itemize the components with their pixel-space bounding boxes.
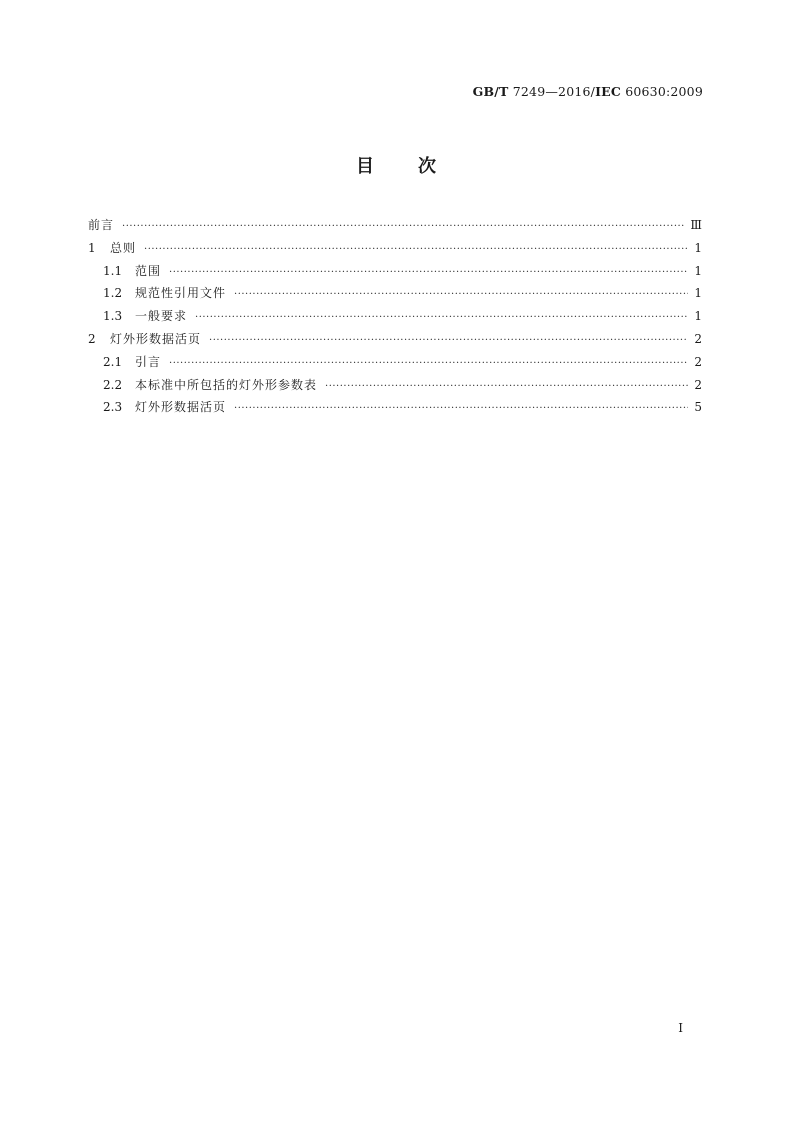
toc-entry-label: 前言 — [88, 218, 115, 232]
toc-entry-label: 一般要求 — [135, 309, 188, 324]
toc-entry-label: 总则 — [110, 240, 137, 255]
toc-entry-page: 1 — [694, 286, 702, 301]
toc-entry-2-3[interactable] — [88, 398, 702, 421]
toc-entry-page: 2 — [694, 377, 702, 392]
toc-entry-1-3[interactable] — [88, 307, 702, 330]
standard-prefix: GB/T — [472, 84, 509, 99]
toc-title-char-1: 目 — [356, 156, 374, 177]
toc-entry-page: Ⅲ — [690, 218, 702, 232]
toc-entry-number: 1.3 — [103, 309, 123, 324]
toc-leader-dots — [209, 335, 688, 346]
toc-entry-label: 灯外形数据活页 — [135, 400, 227, 415]
toc-entry-1-2[interactable] — [88, 284, 702, 307]
toc-entry-number: 1.1 — [103, 263, 123, 278]
standard-number — [473, 84, 703, 99]
toc-leader-dots — [195, 312, 688, 323]
toc-entry-2-2[interactable] — [88, 376, 702, 399]
table-of-contents — [88, 216, 702, 421]
toc-entry-page: 5 — [694, 400, 702, 415]
toc-leader-dots — [169, 358, 688, 369]
toc-entry-number: 1 — [88, 240, 96, 255]
toc-entry-page: 1 — [694, 309, 702, 324]
toc-entry-page: 1 — [694, 263, 702, 278]
toc-entry-2-1[interactable] — [88, 353, 702, 376]
toc-entry-label: 本标准中所包括的灯外形参数表 — [135, 377, 318, 392]
toc-entry-number: 2.2 — [103, 377, 123, 392]
toc-leader-dots — [234, 289, 688, 300]
toc-entry-number: 2.1 — [103, 354, 123, 369]
page-number: Ⅰ — [678, 1021, 683, 1035]
toc-entry-1-1[interactable] — [88, 262, 702, 285]
standard-iec-code: 60630:2009 — [625, 84, 703, 99]
toc-entry-label: 范围 — [135, 263, 162, 278]
toc-entry-label: 灯外形数据活页 — [110, 331, 202, 346]
toc-entry-label: 引言 — [135, 354, 162, 369]
toc-leader-dots — [122, 221, 684, 232]
toc-leader-dots — [325, 381, 688, 392]
toc-leader-dots — [169, 267, 688, 278]
toc-entry-number: 1.2 — [103, 286, 123, 301]
standard-iec-prefix: IEC — [595, 84, 622, 99]
toc-title-char-2: 次 — [418, 156, 436, 177]
toc-entry-page: 2 — [694, 354, 702, 369]
toc-entry-1[interactable] — [88, 239, 702, 262]
toc-leader-dots — [234, 403, 688, 414]
toc-leader-dots — [144, 244, 688, 255]
toc-entry-number: 2 — [88, 331, 96, 346]
toc-entry-page: 2 — [694, 331, 702, 346]
toc-entry-foreword[interactable] — [88, 216, 702, 239]
toc-entry-page: 1 — [694, 240, 702, 255]
toc-entry-2[interactable] — [88, 330, 702, 353]
toc-entry-number: 2.3 — [103, 400, 123, 415]
standard-code: 7249—2016/ — [512, 84, 596, 99]
toc-entry-label: 规范性引用文件 — [135, 286, 227, 301]
toc-title — [0, 152, 792, 178]
